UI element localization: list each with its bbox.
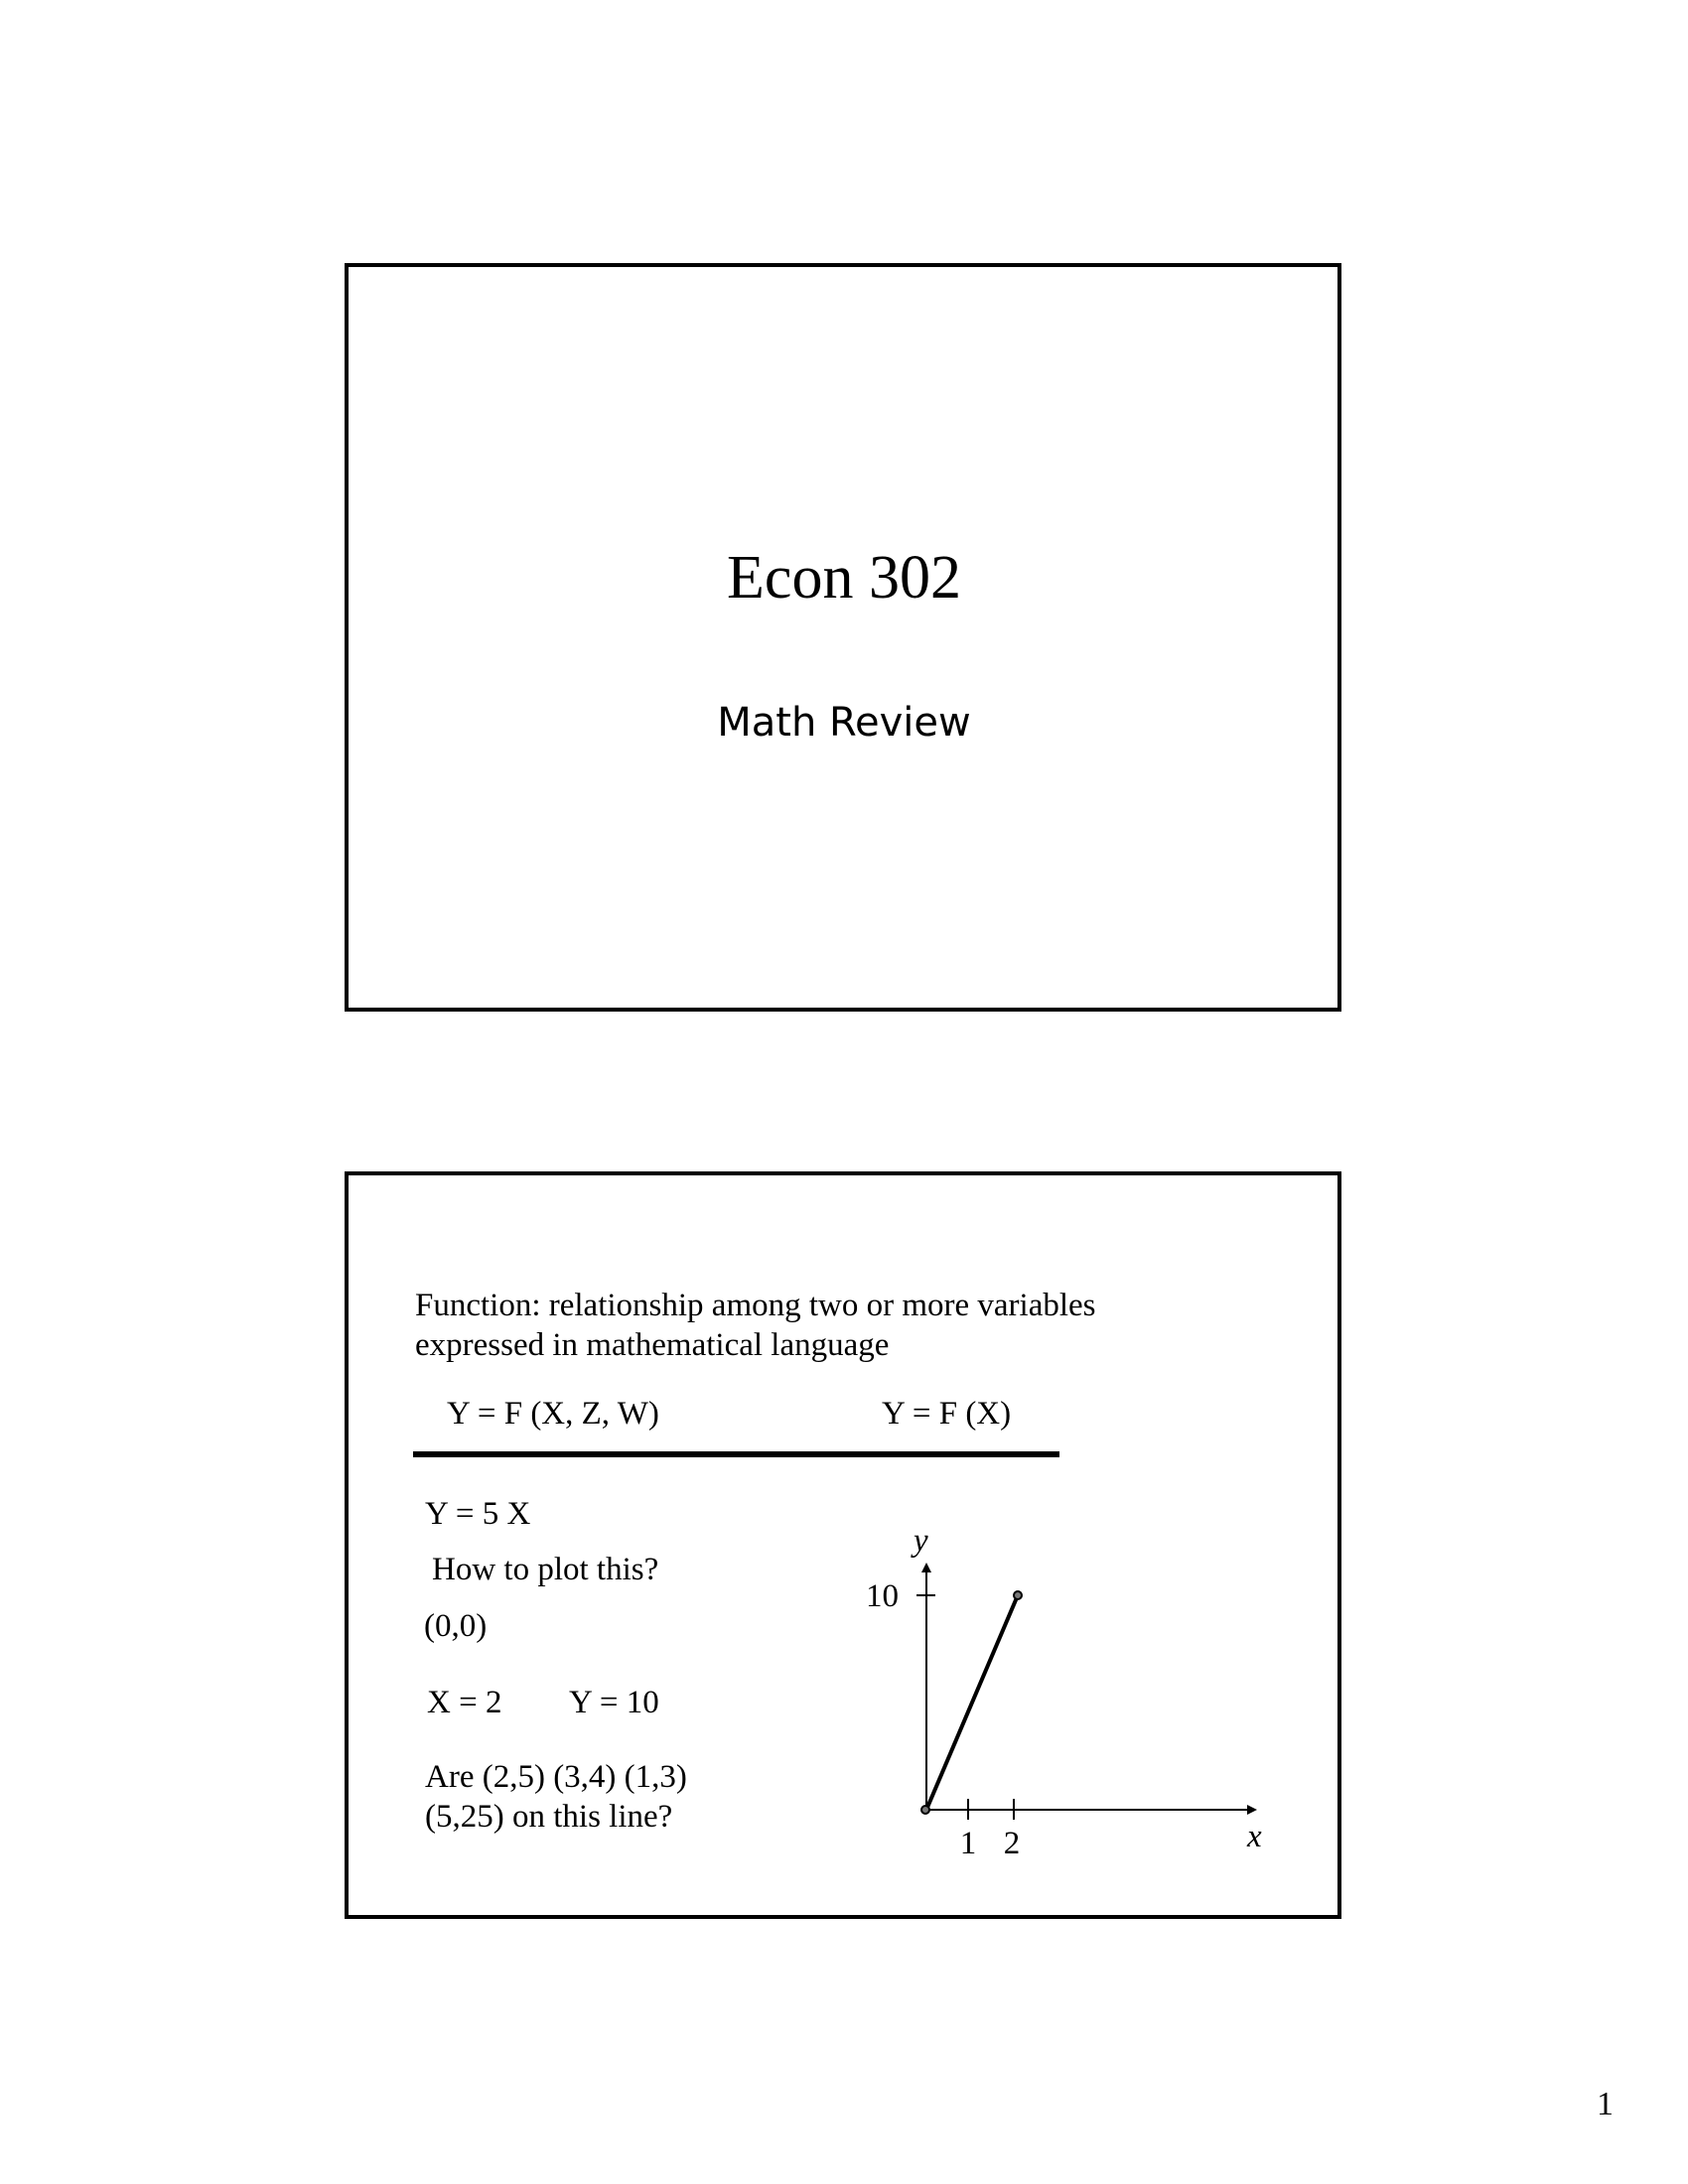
y-value-text: Y = 10 — [569, 1685, 659, 1720]
y-tick-label-10: 10 — [866, 1578, 899, 1614]
horizontal-divider — [413, 1451, 1059, 1457]
formula-multivariable: Y = F (X, Z, W) — [447, 1396, 659, 1432]
x-tick-label-1: 1 — [959, 1826, 977, 1861]
x-axis-label: x — [1247, 1819, 1262, 1854]
check-question-line-2: (5,25) on this line? — [425, 1799, 673, 1835]
page-number: 1 — [1597, 2086, 1614, 2122]
x-tick-label-2: 2 — [1003, 1826, 1021, 1861]
slide-subtitle: Math Review — [717, 700, 971, 746]
equation-text: Y = 5 X — [425, 1496, 531, 1532]
definition-line-2: expressed in mathematical language — [415, 1327, 890, 1363]
formula-single-variable: Y = F (X) — [882, 1396, 1012, 1432]
slide-1-frame — [345, 263, 1341, 1012]
y-axis-label: y — [914, 1523, 928, 1559]
slide-title: Econ 302 — [727, 544, 961, 612]
origin-point-text: (0,0) — [424, 1608, 488, 1644]
question-text: How to plot this? — [432, 1552, 659, 1587]
x-value-text: X = 2 — [427, 1685, 502, 1720]
definition-line-1: Function: relationship among two or more variables — [415, 1288, 1096, 1323]
check-question-line-1: Are (2,5) (3,4) (1,3) — [425, 1759, 687, 1795]
